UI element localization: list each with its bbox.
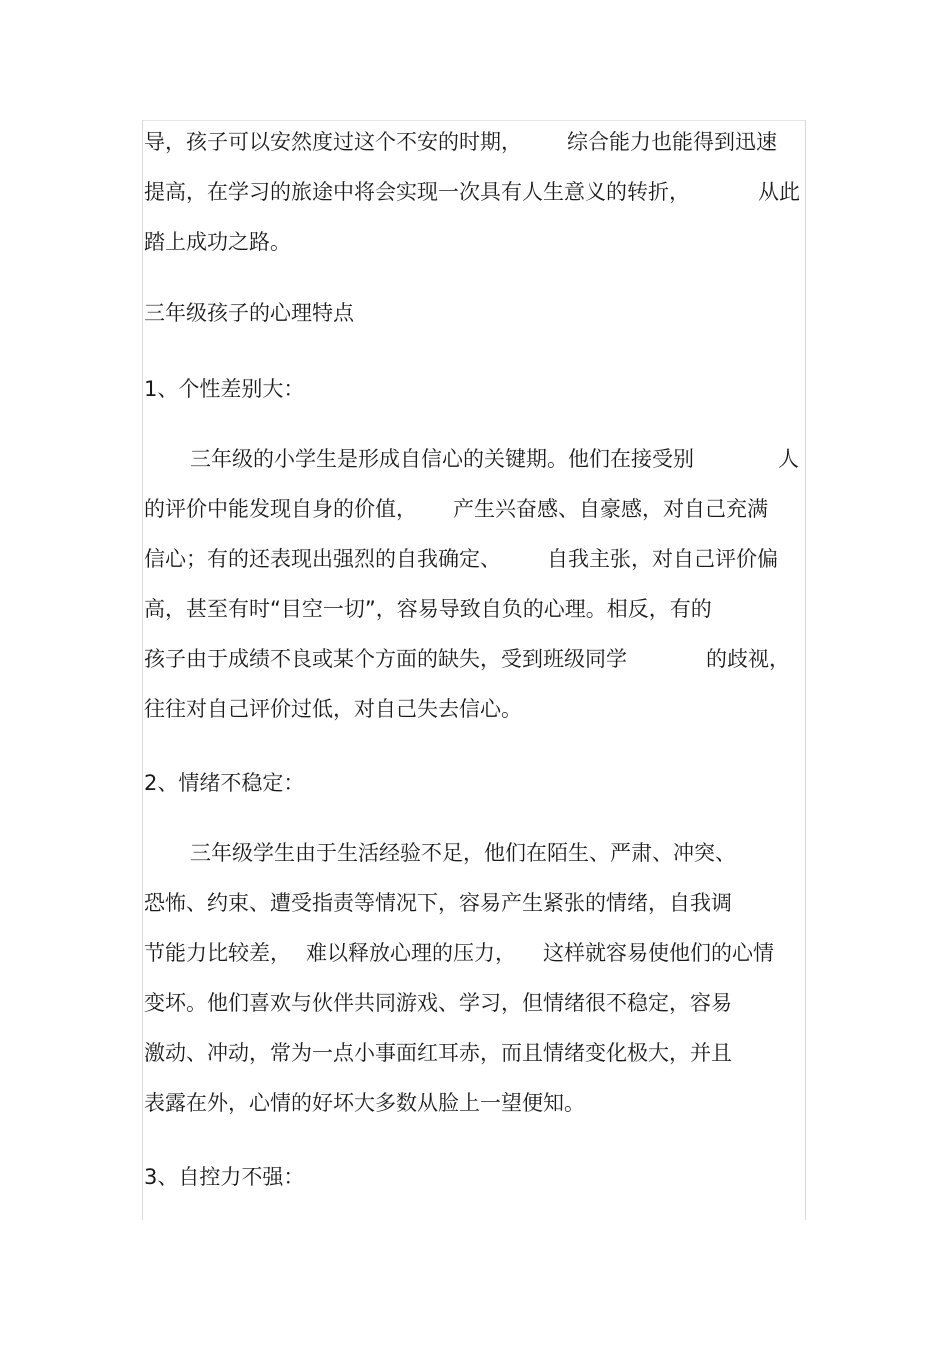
text-line: 导，孩子可以安然度过这个不安的时期， (144, 130, 522, 154)
text-line: 恐怖、约束、遭受指责等情况下，容易产生紧张的情绪，自我调 (144, 891, 732, 915)
point-heading: 2、情绪不稳定： (144, 771, 305, 795)
text-line: 从此 (758, 180, 800, 204)
text-line: 产生兴奋感、自豪感，对自己充满 (453, 497, 768, 521)
text-line: 信心；有的还表现出强烈的自我确定、 (144, 547, 501, 571)
text-line: 三年级的小学生是形成自信心的关键期。他们在接受别 (190, 447, 694, 471)
text-line: 孩子由于成绩不良或某个方面的缺失，受到班级同学 (144, 647, 627, 671)
text-line: 高，甚至有时“目空一切”，容易导致自负的心理。相反，有的 (144, 597, 712, 621)
point-heading: 3、自控力不强： (144, 1165, 305, 1189)
text-line: 人 (778, 447, 799, 471)
text-line: 难以释放心理的压力， (306, 941, 516, 965)
text-line: 提高，在学习的旅途中将会实现一次具有人生意义的转折， (144, 180, 690, 204)
text-line: 节能力比较差， (144, 941, 291, 965)
text-line: 往往对自己评价过低，对自己失去信心。 (144, 697, 522, 721)
text-line: 激动、冲动，常为一点小事面红耳赤，而且情绪变化极大，并且 (144, 1041, 732, 1065)
text-line: 自我主张，对自己评价偏 (547, 547, 778, 571)
text-line: 这样就容易使他们的心情 (543, 941, 774, 965)
text-line: 综合能力也能得到迅速 (567, 130, 777, 154)
text-line: 的评价中能发现自身的价值， (144, 497, 417, 521)
section-title: 三年级孩子的心理特点 (144, 301, 354, 325)
text-line: 三年级学生由于生活经验不足，他们在陌生、严肃、冲突、 (190, 841, 736, 865)
text-line: 表露在外，心情的好坏大多数从脸上一望便知。 (144, 1091, 585, 1115)
text-line: 变坏。他们喜欢与伙伴共同游戏、学习，但情绪很不稳定，容易 (144, 991, 732, 1015)
text-line: 踏上成功之路。 (144, 230, 291, 254)
text-line: 的歧视， (706, 647, 790, 671)
point-heading: 1、个性差别大： (144, 377, 305, 401)
